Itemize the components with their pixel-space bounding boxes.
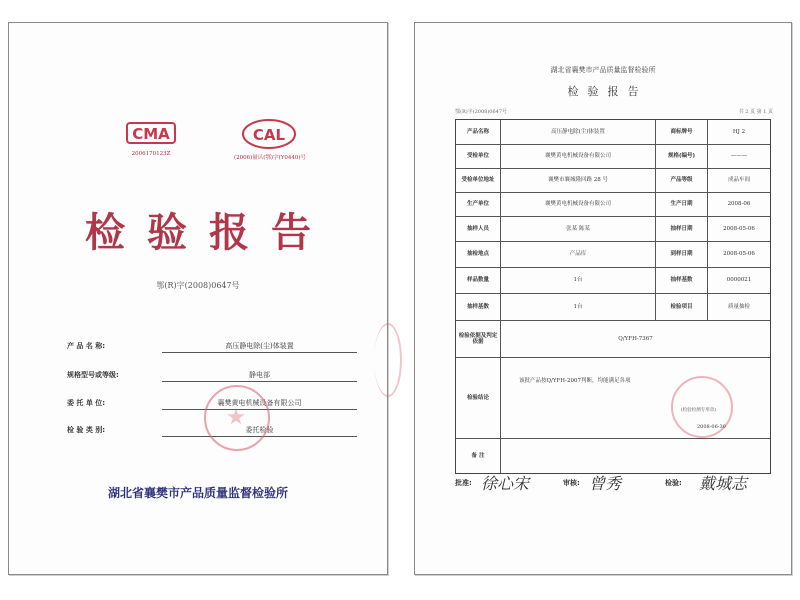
review-label: 审核: bbox=[563, 479, 580, 487]
cma-logo-icon bbox=[121, 118, 181, 148]
row-value: 高压静电除(尘)体装置 bbox=[501, 120, 656, 144]
form-report-number: 鄂(R)字(2008)0647号 bbox=[455, 109, 508, 115]
seam-seal-icon bbox=[374, 323, 402, 397]
basis-label: 检验依据及判定依据 bbox=[456, 321, 501, 357]
form-title: 检验报告 bbox=[567, 85, 648, 98]
table-row bbox=[456, 217, 770, 242]
row-value: 1台 bbox=[501, 268, 656, 293]
row-label: 产品等级 bbox=[656, 169, 708, 192]
model-value: 静电部 bbox=[162, 369, 357, 382]
row-value: 2008-06 bbox=[727, 201, 751, 208]
row-value: 质量抽检 bbox=[727, 303, 750, 310]
product-name-value: 高压静电除(尘)体装置 bbox=[162, 340, 357, 353]
conclusion-text: 该批产品按Q/YFH-2007判断，均能满足各项 bbox=[519, 378, 631, 384]
row-value: 襄樊市襄城隆回路 28 号 bbox=[501, 169, 656, 192]
product-name-field bbox=[67, 340, 357, 354]
client-label: 委 托 单 位: bbox=[67, 399, 106, 407]
conclusion-label: 检验结论 bbox=[456, 358, 501, 438]
row-label: 抽样基数 bbox=[656, 268, 708, 293]
remarks-value bbox=[501, 439, 770, 473]
conclusion-body bbox=[501, 358, 770, 438]
basis-value: Q/YFH-7367 bbox=[618, 335, 653, 342]
table-row bbox=[456, 120, 770, 145]
cal-mark-caption: (2006)量认(鄂)字(Y0440)号 bbox=[234, 155, 306, 161]
row-value: 0000021 bbox=[726, 277, 752, 284]
table-row bbox=[456, 193, 770, 217]
approve-label: 批准: bbox=[455, 479, 472, 487]
row-value: 张某 陈某 bbox=[501, 217, 656, 241]
row-label: 检验项目 bbox=[656, 294, 708, 320]
row-value: HJ 2 bbox=[732, 128, 746, 135]
tester-signature: 戴城志 bbox=[699, 474, 748, 493]
inspection-table bbox=[455, 119, 771, 474]
row-label: 抽检地点 bbox=[456, 242, 501, 267]
row-label: 商标牌号 bbox=[656, 120, 708, 144]
cma-certification-mark bbox=[116, 118, 186, 157]
cal-logo-icon bbox=[239, 118, 299, 150]
report-cover-page bbox=[8, 22, 388, 575]
issuing-institution: 湖北省襄樊市产品质量监督检验所 bbox=[107, 486, 288, 500]
table-row bbox=[456, 242, 770, 268]
row-label: 生产日期 bbox=[656, 193, 708, 216]
row-value: 襄樊黄电机械设备有限公司 bbox=[501, 145, 656, 168]
table-row bbox=[456, 169, 770, 193]
row-label: 受检单位 bbox=[456, 145, 501, 168]
row-value: 2008-05-06 bbox=[723, 251, 755, 258]
cover-title: 检验报告 bbox=[85, 209, 333, 256]
conclusion-date: 2008-06-30 bbox=[697, 424, 726, 430]
row-label: 抽样基数 bbox=[456, 294, 501, 320]
row-label: 到样日期 bbox=[656, 242, 708, 267]
category-value: 委托检验 bbox=[162, 424, 357, 437]
svg-text:CMA: CMA bbox=[132, 125, 170, 143]
row-label: 抽样日期 bbox=[656, 217, 708, 241]
remarks-row bbox=[456, 439, 770, 473]
approve-signature: 徐心宋 bbox=[481, 474, 530, 493]
model-label: 规格型号或等级: bbox=[67, 371, 119, 379]
form-header: 湖北省襄樊市产品质量监督检验所 bbox=[550, 66, 656, 74]
basis-row bbox=[456, 321, 770, 358]
table-row bbox=[456, 268, 770, 294]
product-name-label: 产 品 名 称: bbox=[67, 342, 106, 350]
report-number: 鄂(R)字(2008)0647号 bbox=[156, 281, 240, 290]
official-seal-icon bbox=[204, 385, 270, 451]
category-label: 检 验 类 别: bbox=[67, 426, 106, 434]
svg-text:CAL: CAL bbox=[252, 126, 286, 144]
row-value: ——— bbox=[730, 153, 748, 160]
row-value: 1台 bbox=[501, 294, 656, 320]
row-value: 襄樊黄电机械设备有限公司 bbox=[501, 193, 656, 216]
form-page-info: 共 2 页 第 1 页 bbox=[738, 109, 773, 115]
row-label: 生产单位 bbox=[456, 193, 501, 216]
row-label: 受检单位地址 bbox=[456, 169, 501, 192]
tester-label: 检验: bbox=[665, 479, 682, 487]
conclusion-seal-text: (检验检测专用章) bbox=[681, 408, 717, 413]
table-row bbox=[456, 145, 770, 169]
client-value: 襄樊黄电机械设备有限公司 bbox=[162, 397, 357, 410]
cal-certification-mark bbox=[234, 118, 304, 161]
row-label: 样品数量 bbox=[456, 268, 501, 293]
review-signature: 曾秀 bbox=[589, 474, 622, 493]
row-value: 2008-05-06 bbox=[723, 225, 755, 232]
row-value: 产品库 bbox=[501, 242, 656, 267]
model-field bbox=[67, 369, 357, 383]
report-form-page bbox=[414, 22, 792, 575]
row-label: 抽样人员 bbox=[456, 217, 501, 241]
row-value: 成品车间 bbox=[727, 177, 750, 184]
remarks-label: 备 注 bbox=[456, 439, 501, 473]
table-row bbox=[456, 294, 770, 321]
row-label: 产品名称 bbox=[456, 120, 501, 144]
conclusion-row bbox=[456, 358, 770, 439]
row-label: 规格(编号) bbox=[656, 145, 708, 168]
cma-mark-caption: 2006170123Z bbox=[131, 151, 171, 157]
